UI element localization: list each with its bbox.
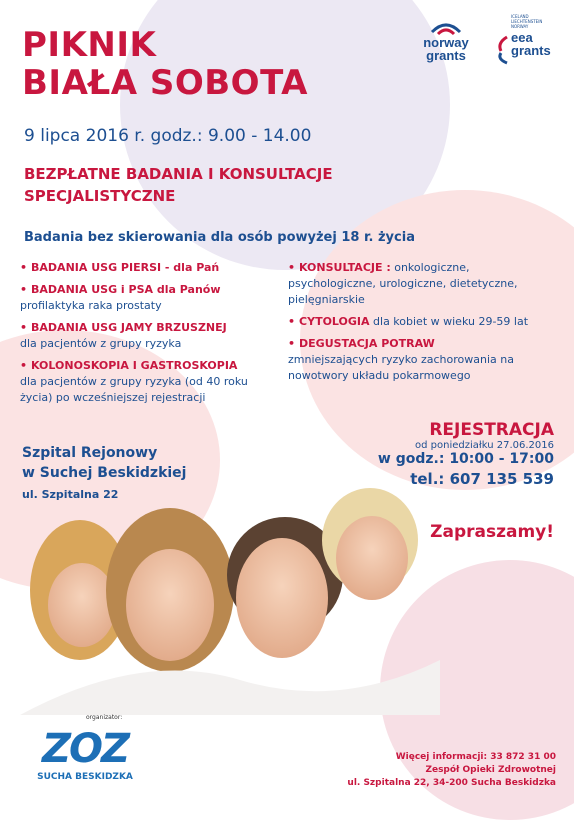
zoz-logo-mark: ZOZ (41, 726, 128, 772)
item-heading: BADANIA USG i PSA dla Panów (31, 283, 221, 296)
item-heading: BADANIA USG PIERSI - dla Pań (31, 261, 220, 274)
norway-logo-text2: grants (426, 48, 466, 63)
right-services-list (288, 260, 560, 384)
eea-grants-logo (495, 14, 567, 57)
item-heading: BADANIA USG JAMY BRZUSZNEJ (31, 321, 227, 334)
registration-title: REJESTRACJA (429, 420, 554, 440)
item-heading: KONSULTACJE : (299, 261, 391, 274)
referral-notice: Badania bez skierowania dla osób powyżej 18 r. życia (24, 230, 415, 245)
item-heading: KOLONOSKOPIA I GASTROSKOPIA (31, 359, 238, 372)
footer-contact (347, 751, 556, 790)
hospital-name-line1: Szpital Rejonowy (22, 445, 158, 461)
item-text: profilaktyka raka prostaty (20, 299, 162, 312)
eea-emblem-icon (495, 35, 509, 65)
item-text: zmniejszających ryzyko zachorowania na nowotwory układu pokarmowego (288, 353, 514, 382)
subtitle-line2: SPECJALISTYCZNE (24, 187, 176, 205)
registration-block (378, 420, 554, 488)
list-item: • BADANIA USG JAMY BRZUSZNEJ dla pacjentów z grupy ryzyka (20, 321, 227, 350)
eea-logo-text2: grants (511, 43, 551, 58)
title-line1: PIKNIK (22, 25, 157, 65)
footer-line1: Więcej informacji: 33 872 31 00 (395, 752, 556, 762)
eea-logo-text1: eea (511, 30, 533, 45)
item-text: dla pacjentów z grupy ryzyka (20, 337, 182, 350)
item-heading: CYTOLOGIA (299, 315, 370, 328)
event-date: 9 lipca 2016 r. godz.: 9.00 - 14.00 (24, 126, 312, 146)
item-text: dla kobiet w wieku 29-59 lat (373, 315, 529, 328)
title-line2: BIAŁA SOBOTA (22, 63, 308, 103)
eea-small-text: ICELAND LIECHTENSTEIN NORWAY (511, 14, 543, 29)
footer-line3: ul. Szpitalna 22, 34-200 Sucha Beskidzka (347, 778, 556, 788)
organizer-label: organizator: (86, 714, 123, 721)
left-services-list (20, 260, 282, 406)
norway-grants-emblem-icon (428, 20, 464, 36)
zoz-logo (20, 728, 150, 782)
item-text: dla pacjentów z grupy ryzyka (od 40 roku życia) po wcześniejszej rejestracji (20, 375, 248, 404)
norway-grants-logo (410, 20, 482, 62)
list-item: • BADANIA USG PIERSI - dla Pań (20, 261, 220, 274)
event-title (22, 26, 308, 102)
welcome-text: Zapraszamy! (430, 522, 554, 542)
norway-logo-text1: norway (423, 35, 469, 50)
item-heading: DEGUSTACJA POTRAW (299, 337, 435, 350)
subtitle-line1: BEZPŁATNE BADANIA I KONSULTACJE (24, 165, 333, 183)
subtitle (24, 163, 333, 207)
zoz-logo-city: SUCHA BESKIDZKA (37, 772, 133, 782)
list-item: • DEGUSTACJA POTRAW zmniejszających ryzyko zachorowania na nowotwory układu pokarmowego (288, 337, 514, 382)
list-item: • CYTOLOGIA dla kobiet w wieku 29-59 lat (288, 315, 529, 328)
footer-line2: Zespół Opieki Zdrowotnej (425, 765, 556, 775)
list-item: • BADANIA USG i PSA dla Panów profilaktyka raka prostaty (20, 283, 221, 312)
family-photo (20, 480, 440, 715)
registration-from: od poniedziałku 27.06.2016 (415, 440, 554, 451)
hospital-name-line2: w Suchej Beskidzkiej (22, 465, 187, 481)
hospital-address: ul. Szpitalna 22 (22, 488, 119, 501)
list-item: • KOLONOSKOPIA I GASTROSKOPIA dla pacjentów z grupy ryzyka (od 40 roku życia) po wcześniejszej rejestracji (20, 359, 248, 404)
list-item: • KONSULTACJE : onkologiczne, psychologiczne, urologiczne, dietetyczne, pielęgniarskie (288, 261, 518, 306)
registration-hours: w godz.: 10:00 - 17:00 (377, 451, 554, 467)
item-text: onkologiczne, psychologiczne, urologiczne, dietetyczne, pielęgniarskie (288, 261, 518, 306)
family-illustration (20, 480, 440, 715)
registration-phone: tel.: 607 135 539 (410, 470, 554, 488)
